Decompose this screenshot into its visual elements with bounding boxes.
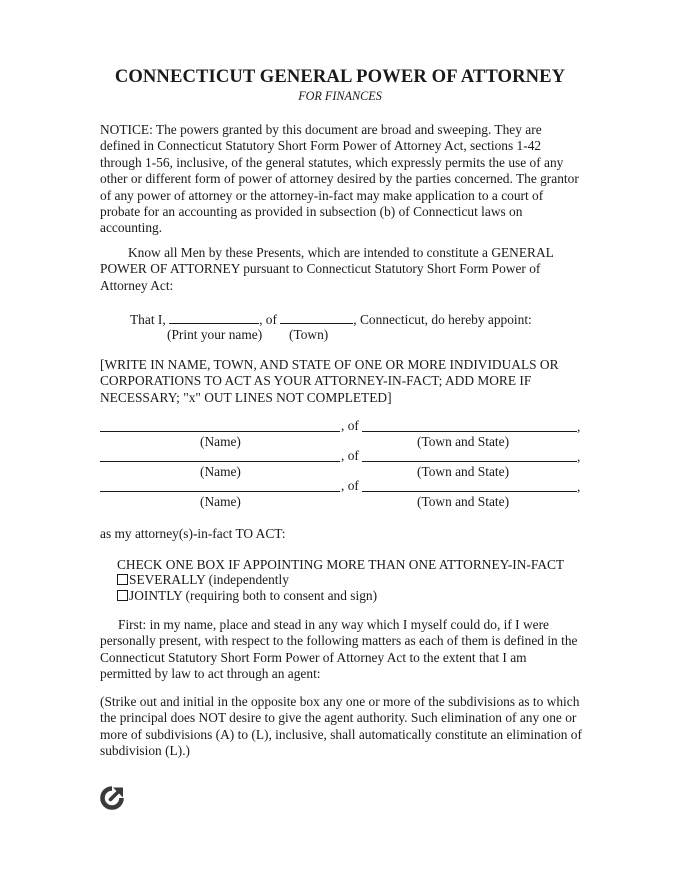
of-label: , of — [341, 478, 359, 493]
notice-paragraph — [100, 122, 584, 237]
severally-checkbox[interactable] — [117, 574, 128, 585]
attorney-name-field[interactable] — [100, 461, 340, 462]
of-label: , of — [341, 448, 359, 463]
town-state-caption: (Town and State) — [417, 434, 510, 449]
strike-line: (Strike out and initial in the opposite box any one or more of the subdivisions as to which — [100, 694, 580, 709]
name-caption: (Name) — [200, 434, 241, 449]
strike-line: subdivision (L).) — [100, 743, 191, 759]
strike-paragraph — [100, 694, 584, 760]
jointly-label: JOINTLY (requiring both to consent and sign) — [129, 588, 378, 603]
appoint-of: , of — [259, 312, 277, 327]
first-paragraph — [100, 617, 584, 683]
to-act-text: as my attorney(s)-in-fact TO ACT: — [100, 526, 286, 541]
know-all-paragraph — [100, 245, 584, 294]
of-label: , of — [341, 418, 359, 433]
share-arrow-logo-icon — [99, 785, 125, 811]
document-subtitle: FOR FINANCES — [298, 89, 382, 103]
strike-line: more of subdivisions (A) to (L), inclusive, shall automatically constitute an elimination of — [100, 726, 582, 742]
comma-label: , — [577, 419, 581, 434]
principal-town-field[interactable] — [280, 311, 353, 324]
appoint-suffix: , Connecticut, do hereby appoint: — [353, 312, 532, 327]
notice-line: through 1-56, inclusive, of the general statutes, which expressly permits the use of any — [100, 154, 564, 170]
town-caption: (Town) — [289, 327, 329, 342]
first-line: First: in my name, place and stead in any way which I myself could do, if I were — [118, 617, 549, 632]
severally-label: SEVERALLY (independently — [129, 572, 289, 587]
comma-label: , — [577, 479, 581, 494]
first-line: personally present, with respect to the following matters as each of them is defined in the — [100, 633, 578, 649]
first-line: permitted by law to act through an agent: — [100, 666, 321, 682]
know-all-line: Know all Men by these Presents, which are intended to constitute a GENERAL — [128, 245, 554, 260]
print-name-caption: (Print your name) — [167, 327, 263, 342]
notice-line: accounting. — [100, 220, 163, 236]
notice-line: probate for an accounting as provided in subsection (b) of Connecticut laws on — [100, 204, 523, 220]
comma-label: , — [577, 449, 581, 464]
instruction-paragraph — [100, 357, 584, 406]
attorney-town-field[interactable] — [362, 461, 577, 462]
appoint-line — [130, 311, 532, 328]
option-jointly[interactable] — [117, 588, 377, 604]
appoint-prefix: That I, — [130, 312, 166, 327]
notice-line: defined in Connecticut Statutory Short Form Power of Attorney Act, sections 1-42 — [100, 138, 542, 154]
town-state-caption: (Town and State) — [417, 494, 510, 509]
instruction-line: CORPORATIONS TO ACT AS YOUR ATTORNEY-IN-FACT; ADD MORE IF — [100, 373, 532, 389]
principal-name-field[interactable] — [169, 311, 259, 324]
attorney-name-field[interactable] — [100, 431, 340, 432]
attorney-name-field[interactable] — [100, 491, 340, 492]
notice-line: of any power of attorney or the attorney-in-fact may make application to a court of — [100, 187, 544, 203]
name-caption: (Name) — [200, 464, 241, 479]
first-line: Connecticut Statutory Short Form Power of Attorney Act to the extent that I am — [100, 649, 527, 665]
attorney-town-field[interactable] — [362, 491, 577, 492]
document-title: CONNECTICUT GENERAL POWER OF ATTORNEY — [114, 66, 566, 87]
notice-line: other or different form of power of attorney desired by the parties concerned. The grantor — [100, 171, 579, 187]
know-all-line: POWER OF ATTORNEY pursuant to Connecticut Statutory Short Form Power of — [100, 261, 541, 277]
name-caption: (Name) — [200, 494, 241, 509]
notice-line: NOTICE: The powers granted by this document are broad and sweeping. They are — [100, 122, 542, 137]
instruction-line: NECESSARY; "x" OUT LINES NOT COMPLETED] — [100, 389, 392, 405]
attorney-town-field[interactable] — [362, 431, 577, 432]
town-state-caption: (Town and State) — [417, 464, 510, 479]
know-all-line: Attorney Act: — [100, 277, 174, 293]
jointly-checkbox[interactable] — [117, 590, 128, 601]
strike-line: the principal does NOT desire to give the agent authority. Such elimination of any one or — [100, 710, 577, 726]
instruction-line: [WRITE IN NAME, TOWN, AND STATE OF ONE OR MORE INDIVIDUALS OR — [100, 357, 559, 372]
option-severally[interactable] — [117, 572, 289, 588]
check-heading: CHECK ONE BOX IF APPOINTING MORE THAN ONE ATTORNEY-IN-FACT — [117, 557, 565, 572]
